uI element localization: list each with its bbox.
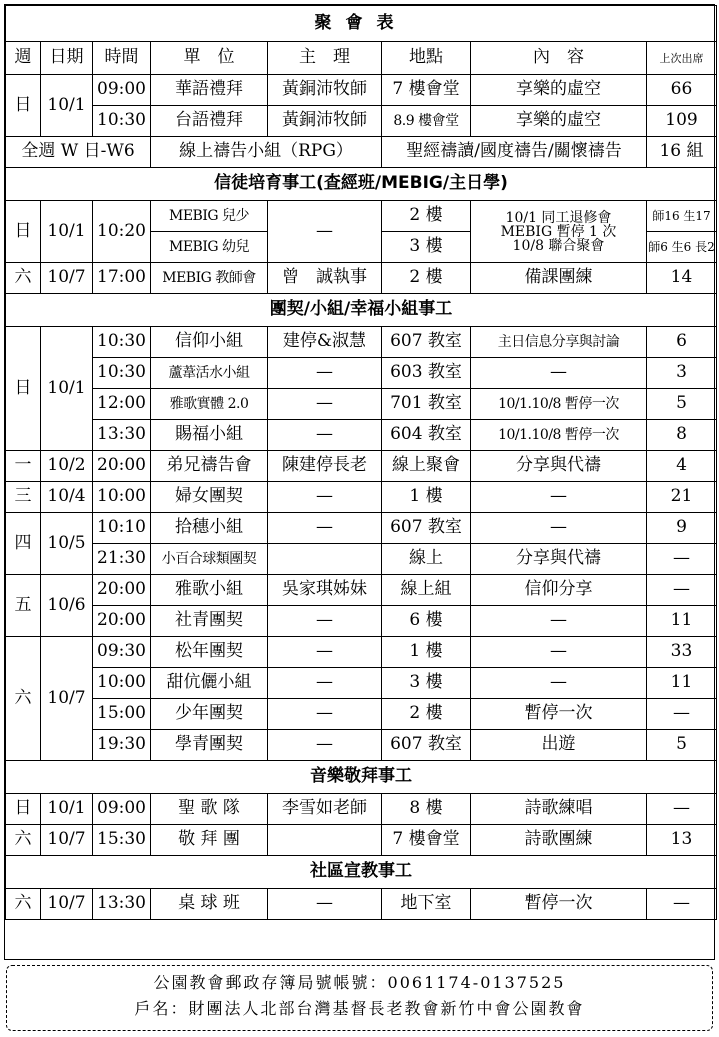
count-cell: 師16 生17 [647,201,717,232]
place-cell: 7 樓會堂 [382,825,471,856]
content-cell: 暫停一次 [471,699,647,730]
count-cell: — [647,794,717,825]
time-cell: 09:00 [93,794,151,825]
time-cell: 21:30 [93,544,151,575]
unit-cell: MEBIG 兒少 [151,201,268,232]
week-date-cell: 全週 W 日-W6 [6,137,151,168]
content-cell: — [471,637,647,668]
count-cell: — [647,544,717,575]
count-cell: 師6 生6 長2 [647,232,717,263]
col-header-time: 時間 [93,42,151,75]
table-row [6,451,717,482]
place-cell: 2 樓 [382,699,471,730]
col-header-date: 日期 [41,42,93,75]
date-cell: 10/2 [41,451,93,482]
week-cell: 一 [6,451,41,482]
col-header-week: 週 [6,42,41,75]
date-cell: 10/7 [41,263,93,294]
place-cell: 線上 [382,544,471,575]
unit-cell: 信仰小組 [151,327,268,358]
content-cell: — [471,358,647,389]
content-cell: 主日信息分享與討論 [471,327,647,358]
week-cell: 三 [6,482,41,513]
week-cell: 日 [6,794,41,825]
unit-cell: 拾穗小組 [151,513,268,544]
content-cell: — [471,668,647,699]
count-cell: 109 [647,106,717,137]
content-cell: 詩歌團練 [471,825,647,856]
time-cell: 17:00 [93,263,151,294]
count-cell: 33 [647,637,717,668]
content-cell: 出遊 [471,730,647,761]
table-row [6,730,717,761]
page-title: 聚會表 [6,6,717,42]
time-cell: 10:30 [93,358,151,389]
time-cell: 10:10 [93,513,151,544]
host-cell: — [268,389,382,420]
time-cell: 09:00 [93,75,151,106]
time-cell: 10:30 [93,106,151,137]
header-row [6,42,717,75]
host-cell: — [268,358,382,389]
unit-cell: 線上禱告小組（RPG） [151,137,382,168]
host-cell: 曾 誠執事 [268,263,382,294]
time-cell: 10:00 [93,668,151,699]
content-cell: 暫停一次 [471,889,647,920]
week-cell: 六 [6,637,41,761]
week-cell: 日 [6,327,41,451]
table-row [6,575,717,606]
table-row [6,889,717,920]
footer-note [6,965,713,1031]
time-cell: 09:30 [93,637,151,668]
count-cell: — [647,699,717,730]
date-cell: 10/4 [41,482,93,513]
unit-cell: 華語禮拜 [151,75,268,106]
table-row [6,482,717,513]
place-cell: 603 教室 [382,358,471,389]
host-cell: 陳建停長老 [268,451,382,482]
host-cell: — [268,420,382,451]
place-cell: 701 教室 [382,389,471,420]
unit-cell: 台語禮拜 [151,106,268,137]
week-cell: 日 [6,75,41,137]
content-cell [471,201,647,263]
host-cell: — [268,201,382,263]
place-cell: 3 樓 [382,232,471,263]
count-cell: 16 組 [647,137,717,168]
date-cell: 10/1 [41,75,93,137]
schedule-table [5,5,717,920]
count-cell: 3 [647,358,717,389]
section-title: 信徒培育事工(查經班/MEBIG/主日學) [6,168,717,201]
place-cell: 1 樓 [382,482,471,513]
place-cell: 1 樓 [382,637,471,668]
host-cell: — [268,668,382,699]
host-cell: — [268,513,382,544]
table-row [6,825,717,856]
col-header-content: 內 容 [471,42,647,75]
host-cell: — [268,482,382,513]
table-row [6,637,717,668]
host-cell [268,825,382,856]
unit-cell: 敬 拜 團 [151,825,268,856]
place-cell: 604 教室 [382,420,471,451]
count-cell: — [647,889,717,920]
col-header-host: 主 理 [268,42,382,75]
content-line: MEBIG 暫停 1 次 [500,223,617,240]
content-cell: 分享與代禱 [471,451,647,482]
place-cell: 607 教室 [382,513,471,544]
count-cell: 4 [647,451,717,482]
content-cell: 分享與代禱 [471,544,647,575]
time-cell: 15:00 [93,699,151,730]
table-row [6,544,717,575]
time-cell: 20:00 [93,606,151,637]
place-cell: 2 樓 [382,263,471,294]
content-cell: 聖經禱讀/國度禱告/關懷禱告 [382,137,647,168]
place-cell: 8.9 樓會堂 [382,106,471,137]
unit-cell: 賜福小組 [151,420,268,451]
unit-cell: 弟兄禱告會 [151,451,268,482]
content-cell: 享樂的虛空 [471,106,647,137]
week-cell: 六 [6,263,41,294]
section-title: 音樂敬拜事工 [6,761,717,794]
unit-cell: 松年團契 [151,637,268,668]
content-cell: 備課團練 [471,263,647,294]
table-row [6,106,717,137]
unit-cell: 蘆葦活水小組 [151,358,268,389]
place-cell: 2 樓 [382,201,471,232]
content-cell: 詩歌練唱 [471,794,647,825]
table-row [6,358,717,389]
place-cell: 6 樓 [382,606,471,637]
footer-account-line: 公園教會郵政存簿局號帳號：0061174-0137525 [153,973,566,992]
unit-cell: 甜伉儷小組 [151,668,268,699]
count-cell: 8 [647,420,717,451]
count-cell: 14 [647,263,717,294]
table-row [6,201,717,232]
time-cell: 20:00 [93,575,151,606]
meeting-schedule-sheet [4,4,715,960]
host-cell: 李雪如老師 [268,794,382,825]
time-cell: 10:00 [93,482,151,513]
content-line: 10/1 同工退修會 [505,209,612,226]
unit-cell: 少年團契 [151,699,268,730]
date-cell: 10/5 [41,513,93,575]
count-cell: 6 [647,327,717,358]
count-cell: 11 [647,606,717,637]
unit-cell: 雅歌實體 2.0 [151,389,268,420]
date-cell: 10/7 [41,825,93,856]
unit-cell: MEBIG 教師會 [151,263,268,294]
time-cell: 10:30 [93,327,151,358]
time-cell: 13:30 [93,420,151,451]
unit-cell: 雅歌小組 [151,575,268,606]
table-row [6,699,717,730]
week-cell: 日 [6,201,41,263]
col-header-unit: 單 位 [151,42,268,75]
time-cell: 20:00 [93,451,151,482]
host-cell: — [268,699,382,730]
place-cell: 7 樓會堂 [382,75,471,106]
table-row [6,794,717,825]
week-cell: 六 [6,889,41,920]
section-title: 團契/小組/幸福小組事工 [6,294,717,327]
unit-cell: 小百合球類團契 [151,544,268,575]
place-cell: 地下室 [382,889,471,920]
col-header-last-attendance: 上次出席 [647,42,717,75]
section-title: 社區宣教事工 [6,856,717,889]
count-cell: 11 [647,668,717,699]
time-cell: 12:00 [93,389,151,420]
host-cell: 吳家琪姊妹 [268,575,382,606]
content-cell: 10/1.10/8 暫停一次 [471,389,647,420]
table-row [6,389,717,420]
host-cell: 黃銅沛牧師 [268,75,382,106]
content-cell: — [471,513,647,544]
count-cell: 21 [647,482,717,513]
unit-cell: 桌 球 班 [151,889,268,920]
content-line: 10/8 聯合聚會 [512,237,605,254]
unit-cell: MEBIG 幼兒 [151,232,268,263]
date-cell: 10/6 [41,575,93,637]
table-row [6,513,717,544]
footer-name-line: 戶名：財團法人北部台灣基督長老教會新竹中會公園教會 [134,999,585,1018]
table-row [6,75,717,106]
count-cell: 13 [647,825,717,856]
unit-cell: 婦女團契 [151,482,268,513]
time-cell: 19:30 [93,730,151,761]
content-cell: — [471,606,647,637]
place-cell: 607 教室 [382,730,471,761]
unit-cell: 學青團契 [151,730,268,761]
host-cell: — [268,889,382,920]
table-row [6,420,717,451]
date-cell: 10/7 [41,889,93,920]
place-cell: 607 教室 [382,327,471,358]
host-cell: 黃銅沛牧師 [268,106,382,137]
count-cell: 5 [647,730,717,761]
table-row [6,668,717,699]
host-cell: 建停&淑慧 [268,327,382,358]
content-cell: 信仰分享 [471,575,647,606]
unit-cell: 社青團契 [151,606,268,637]
time-cell: 10:20 [93,201,151,263]
week-cell: 四 [6,513,41,575]
time-cell: 15:30 [93,825,151,856]
host-cell: — [268,606,382,637]
col-header-place: 地點 [382,42,471,75]
unit-cell: 聖 歌 隊 [151,794,268,825]
week-cell: 五 [6,575,41,637]
time-cell: 13:30 [93,889,151,920]
place-cell: 8 樓 [382,794,471,825]
week-cell: 六 [6,825,41,856]
host-cell: — [268,730,382,761]
date-cell: 10/1 [41,201,93,263]
content-cell: 享樂的虛空 [471,75,647,106]
place-cell: 線上組 [382,575,471,606]
content-cell: 10/1.10/8 暫停一次 [471,420,647,451]
host-cell [268,544,382,575]
count-cell: 9 [647,513,717,544]
date-cell: 10/1 [41,794,93,825]
count-cell: 66 [647,75,717,106]
table-row [6,606,717,637]
place-cell: 線上聚會 [382,451,471,482]
count-cell: 5 [647,389,717,420]
table-row [6,327,717,358]
date-cell: 10/7 [41,637,93,761]
date-cell: 10/1 [41,327,93,451]
content-cell: — [471,482,647,513]
host-cell: — [268,637,382,668]
table-row [6,137,717,168]
table-row [6,263,717,294]
count-cell: — [647,575,717,606]
place-cell: 3 樓 [382,668,471,699]
